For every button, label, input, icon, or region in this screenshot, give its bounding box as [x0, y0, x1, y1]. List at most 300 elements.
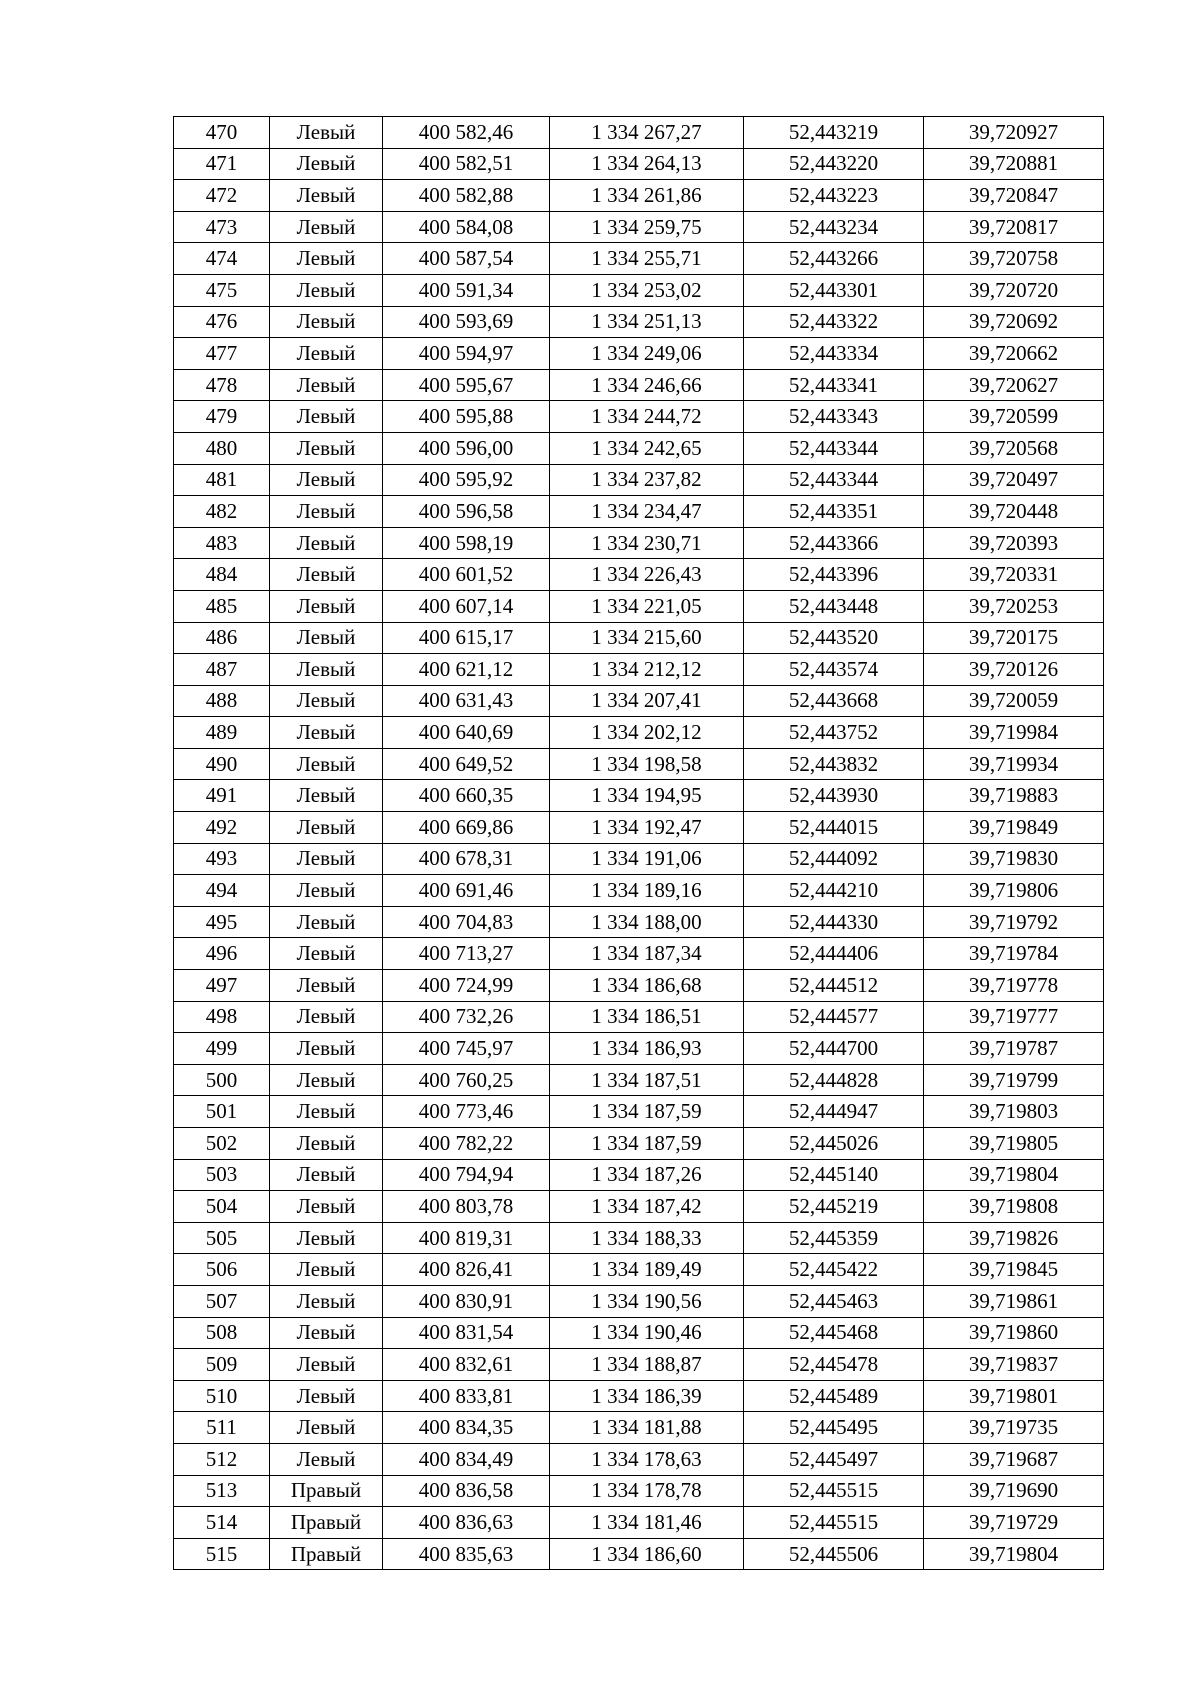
x-coordinate-cell: 400 631,43: [383, 685, 550, 717]
x-coordinate-cell: 400 691,46: [383, 875, 550, 907]
longitude-cell: 39,719784: [924, 938, 1104, 970]
y-coordinate-cell: 1 334 188,87: [550, 1349, 744, 1381]
y-coordinate-cell: 1 334 215,60: [550, 622, 744, 654]
x-coordinate-cell: 400 596,00: [383, 432, 550, 464]
x-coordinate-cell: 400 833,81: [383, 1380, 550, 1412]
latitude-cell: 52,445515: [744, 1507, 924, 1539]
longitude-cell: 39,719860: [924, 1317, 1104, 1349]
y-coordinate-cell: 1 334 186,39: [550, 1380, 744, 1412]
y-coordinate-cell: 1 334 186,51: [550, 1001, 744, 1033]
x-coordinate-cell: 400 704,83: [383, 906, 550, 938]
latitude-cell: 52,443832: [744, 748, 924, 780]
point-number-cell: 473: [174, 211, 270, 243]
longitude-cell: 39,720253: [924, 590, 1104, 622]
point-number-cell: 487: [174, 654, 270, 686]
point-number-cell: 506: [174, 1254, 270, 1286]
point-number-cell: 478: [174, 369, 270, 401]
x-coordinate-cell: 400 836,58: [383, 1475, 550, 1507]
side-cell: Левый: [270, 401, 383, 433]
point-number-cell: 493: [174, 843, 270, 875]
longitude-cell: 39,719729: [924, 1507, 1104, 1539]
latitude-cell: 52,443223: [744, 180, 924, 212]
latitude-cell: 52,443520: [744, 622, 924, 654]
y-coordinate-cell: 1 334 237,82: [550, 464, 744, 496]
side-cell: Левый: [270, 1349, 383, 1381]
y-coordinate-cell: 1 334 187,26: [550, 1159, 744, 1191]
longitude-cell: 39,719806: [924, 875, 1104, 907]
table-row: [174, 938, 1104, 970]
table-row: [174, 1285, 1104, 1317]
point-number-cell: 475: [174, 274, 270, 306]
y-coordinate-cell: 1 334 192,47: [550, 812, 744, 844]
longitude-cell: 39,719777: [924, 1001, 1104, 1033]
side-cell: Левый: [270, 274, 383, 306]
longitude-cell: 39,719687: [924, 1443, 1104, 1475]
y-coordinate-cell: 1 334 264,13: [550, 148, 744, 180]
y-coordinate-cell: 1 334 198,58: [550, 748, 744, 780]
latitude-cell: 52,444092: [744, 843, 924, 875]
x-coordinate-cell: 400 582,88: [383, 180, 550, 212]
latitude-cell: 52,445359: [744, 1222, 924, 1254]
point-number-cell: 486: [174, 622, 270, 654]
side-cell: Левый: [270, 906, 383, 938]
longitude-cell: 39,719830: [924, 843, 1104, 875]
side-cell: Правый: [270, 1507, 383, 1539]
table-row: [174, 1191, 1104, 1223]
y-coordinate-cell: 1 334 253,02: [550, 274, 744, 306]
y-coordinate-cell: 1 334 186,93: [550, 1033, 744, 1065]
side-cell: Левый: [270, 306, 383, 338]
x-coordinate-cell: 400 660,35: [383, 780, 550, 812]
y-coordinate-cell: 1 334 202,12: [550, 717, 744, 749]
table-row: [174, 1064, 1104, 1096]
x-coordinate-cell: 400 832,61: [383, 1349, 550, 1381]
point-number-cell: 495: [174, 906, 270, 938]
point-number-cell: 514: [174, 1507, 270, 1539]
y-coordinate-cell: 1 334 190,46: [550, 1317, 744, 1349]
point-number-cell: 485: [174, 590, 270, 622]
y-coordinate-cell: 1 334 226,43: [550, 559, 744, 591]
y-coordinate-cell: 1 334 187,51: [550, 1064, 744, 1096]
longitude-cell: 39,719837: [924, 1349, 1104, 1381]
point-number-cell: 499: [174, 1033, 270, 1065]
side-cell: Левый: [270, 1380, 383, 1412]
x-coordinate-cell: 400 607,14: [383, 590, 550, 622]
table-row: [174, 1412, 1104, 1444]
point-number-cell: 502: [174, 1128, 270, 1160]
point-number-cell: 501: [174, 1096, 270, 1128]
table-row: [174, 180, 1104, 212]
side-cell: Левый: [270, 1317, 383, 1349]
longitude-cell: 39,719792: [924, 906, 1104, 938]
x-coordinate-cell: 400 621,12: [383, 654, 550, 686]
latitude-cell: 52,445026: [744, 1128, 924, 1160]
longitude-cell: 39,719804: [924, 1159, 1104, 1191]
x-coordinate-cell: 400 713,27: [383, 938, 550, 970]
point-number-cell: 474: [174, 243, 270, 275]
y-coordinate-cell: 1 334 187,34: [550, 938, 744, 970]
longitude-cell: 39,720497: [924, 464, 1104, 496]
x-coordinate-cell: 400 835,63: [383, 1538, 550, 1570]
y-coordinate-cell: 1 334 251,13: [550, 306, 744, 338]
point-number-cell: 489: [174, 717, 270, 749]
y-coordinate-cell: 1 334 194,95: [550, 780, 744, 812]
longitude-cell: 39,719799: [924, 1064, 1104, 1096]
table-row: [174, 211, 1104, 243]
longitude-cell: 39,719883: [924, 780, 1104, 812]
longitude-cell: 39,719735: [924, 1412, 1104, 1444]
longitude-cell: 39,720720: [924, 274, 1104, 306]
x-coordinate-cell: 400 584,08: [383, 211, 550, 243]
table-row: [174, 1001, 1104, 1033]
point-number-cell: 498: [174, 1001, 270, 1033]
side-cell: Левый: [270, 496, 383, 528]
latitude-cell: 52,443219: [744, 117, 924, 149]
longitude-cell: 39,719826: [924, 1222, 1104, 1254]
x-coordinate-cell: 400 834,49: [383, 1443, 550, 1475]
longitude-cell: 39,719787: [924, 1033, 1104, 1065]
latitude-cell: 52,444015: [744, 812, 924, 844]
table-row: [174, 1033, 1104, 1065]
point-number-cell: 482: [174, 496, 270, 528]
side-cell: Левый: [270, 1412, 383, 1444]
table-row: [174, 1475, 1104, 1507]
point-number-cell: 504: [174, 1191, 270, 1223]
y-coordinate-cell: 1 334 189,16: [550, 875, 744, 907]
x-coordinate-cell: 400 826,41: [383, 1254, 550, 1286]
latitude-cell: 52,444947: [744, 1096, 924, 1128]
latitude-cell: 52,443752: [744, 717, 924, 749]
point-number-cell: 484: [174, 559, 270, 591]
y-coordinate-cell: 1 334 230,71: [550, 527, 744, 559]
x-coordinate-cell: 400 649,52: [383, 748, 550, 780]
table-row: [174, 780, 1104, 812]
table-row: [174, 1159, 1104, 1191]
y-coordinate-cell: 1 334 190,56: [550, 1285, 744, 1317]
table-row: [174, 590, 1104, 622]
longitude-cell: 39,720758: [924, 243, 1104, 275]
table-row: [174, 622, 1104, 654]
point-number-cell: 470: [174, 117, 270, 149]
point-number-cell: 494: [174, 875, 270, 907]
point-number-cell: 471: [174, 148, 270, 180]
side-cell: Левый: [270, 1064, 383, 1096]
latitude-cell: 52,445422: [744, 1254, 924, 1286]
table-row: [174, 527, 1104, 559]
x-coordinate-cell: 400 745,97: [383, 1033, 550, 1065]
x-coordinate-cell: 400 834,35: [383, 1412, 550, 1444]
point-number-cell: 507: [174, 1285, 270, 1317]
table-row: [174, 1317, 1104, 1349]
latitude-cell: 52,445495: [744, 1412, 924, 1444]
x-coordinate-cell: 400 640,69: [383, 717, 550, 749]
side-cell: Правый: [270, 1538, 383, 1570]
longitude-cell: 39,720331: [924, 559, 1104, 591]
latitude-cell: 52,445468: [744, 1317, 924, 1349]
table-row: [174, 1538, 1104, 1570]
side-cell: Левый: [270, 1285, 383, 1317]
side-cell: Левый: [270, 748, 383, 780]
point-number-cell: 472: [174, 180, 270, 212]
x-coordinate-cell: 400 601,52: [383, 559, 550, 591]
table-row: [174, 1222, 1104, 1254]
longitude-cell: 39,720393: [924, 527, 1104, 559]
table-row: [174, 812, 1104, 844]
y-coordinate-cell: 1 334 181,88: [550, 1412, 744, 1444]
side-cell: Левый: [270, 1443, 383, 1475]
longitude-cell: 39,720599: [924, 401, 1104, 433]
y-coordinate-cell: 1 334 242,65: [550, 432, 744, 464]
y-coordinate-cell: 1 334 186,68: [550, 970, 744, 1002]
y-coordinate-cell: 1 334 255,71: [550, 243, 744, 275]
x-coordinate-cell: 400 596,58: [383, 496, 550, 528]
table-row: [174, 432, 1104, 464]
side-cell: Левый: [270, 432, 383, 464]
x-coordinate-cell: 400 678,31: [383, 843, 550, 875]
side-cell: Левый: [270, 211, 383, 243]
side-cell: Левый: [270, 843, 383, 875]
point-number-cell: 479: [174, 401, 270, 433]
y-coordinate-cell: 1 334 186,60: [550, 1538, 744, 1570]
latitude-cell: 52,444828: [744, 1064, 924, 1096]
y-coordinate-cell: 1 334 187,59: [550, 1128, 744, 1160]
table-row: [174, 117, 1104, 149]
x-coordinate-cell: 400 595,92: [383, 464, 550, 496]
side-cell: Левый: [270, 654, 383, 686]
longitude-cell: 39,719984: [924, 717, 1104, 749]
longitude-cell: 39,720568: [924, 432, 1104, 464]
table-row: [174, 243, 1104, 275]
table-row: [174, 875, 1104, 907]
side-cell: Левый: [270, 970, 383, 1002]
latitude-cell: 52,443334: [744, 338, 924, 370]
table-row: [174, 748, 1104, 780]
table-row: [174, 1096, 1104, 1128]
side-cell: Левый: [270, 180, 383, 212]
longitude-cell: 39,719803: [924, 1096, 1104, 1128]
table-row: [174, 906, 1104, 938]
table-row: [174, 559, 1104, 591]
point-number-cell: 500: [174, 1064, 270, 1096]
latitude-cell: 52,443344: [744, 464, 924, 496]
latitude-cell: 52,445478: [744, 1349, 924, 1381]
point-number-cell: 515: [174, 1538, 270, 1570]
point-number-cell: 513: [174, 1475, 270, 1507]
side-cell: Левый: [270, 527, 383, 559]
x-coordinate-cell: 400 591,34: [383, 274, 550, 306]
side-cell: Левый: [270, 243, 383, 275]
table-row: [174, 338, 1104, 370]
y-coordinate-cell: 1 334 244,72: [550, 401, 744, 433]
y-coordinate-cell: 1 334 187,59: [550, 1096, 744, 1128]
table-row: [174, 970, 1104, 1002]
x-coordinate-cell: 400 803,78: [383, 1191, 550, 1223]
latitude-cell: 52,445219: [744, 1191, 924, 1223]
point-number-cell: 491: [174, 780, 270, 812]
side-cell: Левый: [270, 117, 383, 149]
table-row: [174, 1443, 1104, 1475]
latitude-cell: 52,443448: [744, 590, 924, 622]
longitude-cell: 39,719804: [924, 1538, 1104, 1570]
latitude-cell: 52,445497: [744, 1443, 924, 1475]
longitude-cell: 39,719808: [924, 1191, 1104, 1223]
latitude-cell: 52,443930: [744, 780, 924, 812]
table-row: [174, 148, 1104, 180]
longitude-cell: 39,720662: [924, 338, 1104, 370]
x-coordinate-cell: 400 587,54: [383, 243, 550, 275]
side-cell: Левый: [270, 622, 383, 654]
latitude-cell: 52,445515: [744, 1475, 924, 1507]
y-coordinate-cell: 1 334 178,63: [550, 1443, 744, 1475]
longitude-cell: 39,720175: [924, 622, 1104, 654]
side-cell: Левый: [270, 1128, 383, 1160]
latitude-cell: 52,443351: [744, 496, 924, 528]
y-coordinate-cell: 1 334 259,75: [550, 211, 744, 243]
side-cell: Левый: [270, 780, 383, 812]
latitude-cell: 52,443396: [744, 559, 924, 591]
longitude-cell: 39,719861: [924, 1285, 1104, 1317]
y-coordinate-cell: 1 334 191,06: [550, 843, 744, 875]
y-coordinate-cell: 1 334 267,27: [550, 117, 744, 149]
latitude-cell: 52,445506: [744, 1538, 924, 1570]
point-number-cell: 483: [174, 527, 270, 559]
x-coordinate-cell: 400 594,97: [383, 338, 550, 370]
coordinates-table: [173, 116, 1104, 1570]
point-number-cell: 490: [174, 748, 270, 780]
side-cell: Левый: [270, 812, 383, 844]
x-coordinate-cell: 400 773,46: [383, 1096, 550, 1128]
table-row: [174, 685, 1104, 717]
side-cell: Левый: [270, 1033, 383, 1065]
x-coordinate-cell: 400 595,88: [383, 401, 550, 433]
side-cell: Левый: [270, 717, 383, 749]
side-cell: Левый: [270, 338, 383, 370]
x-coordinate-cell: 400 615,17: [383, 622, 550, 654]
latitude-cell: 52,443341: [744, 369, 924, 401]
side-cell: Левый: [270, 875, 383, 907]
latitude-cell: 52,443220: [744, 148, 924, 180]
longitude-cell: 39,719690: [924, 1475, 1104, 1507]
y-coordinate-cell: 1 334 246,66: [550, 369, 744, 401]
side-cell: Левый: [270, 369, 383, 401]
table-row: [174, 843, 1104, 875]
longitude-cell: 39,720126: [924, 654, 1104, 686]
longitude-cell: 39,720847: [924, 180, 1104, 212]
latitude-cell: 52,444577: [744, 1001, 924, 1033]
point-number-cell: 497: [174, 970, 270, 1002]
y-coordinate-cell: 1 334 221,05: [550, 590, 744, 622]
longitude-cell: 39,719805: [924, 1128, 1104, 1160]
latitude-cell: 52,444512: [744, 970, 924, 1002]
table-row: [174, 274, 1104, 306]
x-coordinate-cell: 400 830,91: [383, 1285, 550, 1317]
y-coordinate-cell: 1 334 212,12: [550, 654, 744, 686]
point-number-cell: 505: [174, 1222, 270, 1254]
y-coordinate-cell: 1 334 188,00: [550, 906, 744, 938]
longitude-cell: 39,720627: [924, 369, 1104, 401]
point-number-cell: 509: [174, 1349, 270, 1381]
side-cell: Левый: [270, 1254, 383, 1286]
coordinates-table-body: [174, 117, 1104, 1570]
x-coordinate-cell: 400 836,63: [383, 1507, 550, 1539]
latitude-cell: 52,443322: [744, 306, 924, 338]
table-row: [174, 401, 1104, 433]
table-row: [174, 464, 1104, 496]
latitude-cell: 52,443366: [744, 527, 924, 559]
x-coordinate-cell: 400 732,26: [383, 1001, 550, 1033]
latitude-cell: 52,444700: [744, 1033, 924, 1065]
longitude-cell: 39,720817: [924, 211, 1104, 243]
table-row: [174, 306, 1104, 338]
point-number-cell: 488: [174, 685, 270, 717]
longitude-cell: 39,719801: [924, 1380, 1104, 1412]
table-row: [174, 1507, 1104, 1539]
latitude-cell: 52,444330: [744, 906, 924, 938]
latitude-cell: 52,443343: [744, 401, 924, 433]
point-number-cell: 477: [174, 338, 270, 370]
side-cell: Левый: [270, 938, 383, 970]
latitude-cell: 52,443266: [744, 243, 924, 275]
latitude-cell: 52,443301: [744, 274, 924, 306]
table-row: [174, 654, 1104, 686]
y-coordinate-cell: 1 334 188,33: [550, 1222, 744, 1254]
y-coordinate-cell: 1 334 249,06: [550, 338, 744, 370]
y-coordinate-cell: 1 334 181,46: [550, 1507, 744, 1539]
x-coordinate-cell: 400 819,31: [383, 1222, 550, 1254]
point-number-cell: 492: [174, 812, 270, 844]
table-row: [174, 369, 1104, 401]
side-cell: Левый: [270, 1191, 383, 1223]
x-coordinate-cell: 400 794,94: [383, 1159, 550, 1191]
longitude-cell: 39,719934: [924, 748, 1104, 780]
longitude-cell: 39,720448: [924, 496, 1104, 528]
point-number-cell: 496: [174, 938, 270, 970]
latitude-cell: 52,445489: [744, 1380, 924, 1412]
point-number-cell: 510: [174, 1380, 270, 1412]
side-cell: Левый: [270, 1001, 383, 1033]
table-row: [174, 496, 1104, 528]
point-number-cell: 511: [174, 1412, 270, 1444]
x-coordinate-cell: 400 598,19: [383, 527, 550, 559]
latitude-cell: 52,445140: [744, 1159, 924, 1191]
side-cell: Левый: [270, 1159, 383, 1191]
latitude-cell: 52,444406: [744, 938, 924, 970]
longitude-cell: 39,720881: [924, 148, 1104, 180]
point-number-cell: 476: [174, 306, 270, 338]
longitude-cell: 39,719849: [924, 812, 1104, 844]
y-coordinate-cell: 1 334 234,47: [550, 496, 744, 528]
side-cell: Левый: [270, 1222, 383, 1254]
latitude-cell: 52,443574: [744, 654, 924, 686]
longitude-cell: 39,719845: [924, 1254, 1104, 1286]
x-coordinate-cell: 400 595,67: [383, 369, 550, 401]
point-number-cell: 503: [174, 1159, 270, 1191]
table-row: [174, 1380, 1104, 1412]
point-number-cell: 508: [174, 1317, 270, 1349]
table-row: [174, 1128, 1104, 1160]
latitude-cell: 52,444210: [744, 875, 924, 907]
longitude-cell: 39,719778: [924, 970, 1104, 1002]
y-coordinate-cell: 1 334 187,42: [550, 1191, 744, 1223]
latitude-cell: 52,443668: [744, 685, 924, 717]
longitude-cell: 39,720927: [924, 117, 1104, 149]
latitude-cell: 52,443344: [744, 432, 924, 464]
longitude-cell: 39,720059: [924, 685, 1104, 717]
y-coordinate-cell: 1 334 189,49: [550, 1254, 744, 1286]
x-coordinate-cell: 400 582,51: [383, 148, 550, 180]
latitude-cell: 52,443234: [744, 211, 924, 243]
side-cell: Правый: [270, 1475, 383, 1507]
